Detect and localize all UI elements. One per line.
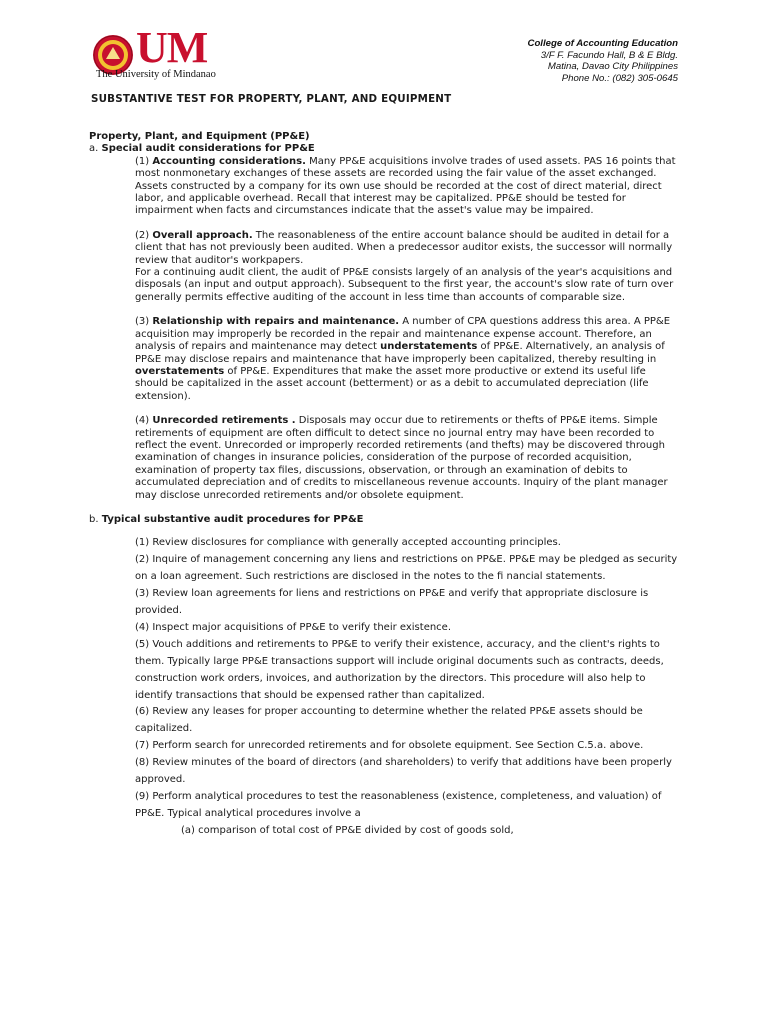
list-item: (9) Perform analytical procedures to test the reasonableness (existence, completeness, and valuation) of PP&E. Typical analytical procedures involve a [135,790,662,819]
section-a-heading: a. Special audit considerations for PP&E [89,143,315,155]
list-item: (2) Inquire of management concerning any liens and restrictions on PP&E. PP&E may be pledged as security on a loan agreement. Such restrictions are disclosed in the notes to the fi nancial statements. [135,554,678,583]
university-name: The University of Mindanao [96,69,216,80]
address-line-2: Matina, Davao City Philippines [547,61,678,72]
list-item: (5) Vouch additions and retirements to PP&E to verify their existence, accuracy, and the client's rights to them. Typically large PP&E transactions support will include original documents such as contracts, deeds, construction work orders, invoices, and authorization by the directors. This procedure will also help to identify transactions that should be expensed rather than capitalized. [135,638,664,701]
list-item: (1) Review disclosures for compliance with generally accepted accounting principles. [135,537,561,549]
college-address-block [528,38,678,84]
address-line-1: 3/F F. Facundo Hall, B & E Bldg. [540,49,678,61]
paragraph-repairs-maintenance: (3) Relationship with repairs and maintenance. A number of CPA questions address this area. A PP&E acquisition may improperly be recorded in the repair and maintenance expense account. Therefore, an analysis of repairs and maintenance may detect understatements of PP&E. Alternatively, an analysis of PP&E may disclose repairs and maintenance that have improperly been capitalized, thereby resulting in overstatements of PP&E. Expenditures that make the asset more productive or extend its useful life should be capitalized in the asset account (betterment) or as a debit to accumulated depreciation (life extension). [135,316,671,402]
list-item: (4) Inspect major acquisitions of PP&E to verify their existence. [135,621,452,633]
list-item: (7) Perform search for unrecorded retirements and for obsolete equipment. See Section C.5.a. above. [135,740,644,752]
procedure-list [89,535,681,839]
paragraph-overall-approach-continued: For a continuing audit client, the audit of PP&E consists largely of an analysis of the year's acquisitions and disposals (an input and output approach). Subsequent to the first year, the account's slow rate of turn over generally permits effective auditing of the account in less time than accounts of comparable size. [135,267,674,303]
section-title: Property, Plant, and Equipment (PP&E) [89,131,310,142]
college-name: College of Accounting Education [527,38,678,49]
section-b-heading: b. Typical substantive audit procedures for PP&E [89,513,364,525]
paragraph-accounting-considerations: (1) Accounting considerations. Many PP&E acquisitions involve trades of used assets. PAS 16 points that most nonmonetary exchanges of these assets are recorded using the fair value of the asset exchanged. Assets constructed by a company for its own use should be recorded at the cost of direct material, direct labor, and applicable overhead. Recall that interest may be capitalized. PP&E should be tested for impairment when facts and circumstances indicate that the asset's value may be impaired. [135,155,676,217]
list-item: (6) Review any leases for proper accounting to determine whether the related PP&E assets should be capitalized. [135,706,643,735]
list-item: (3) Review loan agreements for liens and restrictions on PP&E and verify that appropriate disclosure is provided. [135,588,649,616]
list-item: (8) Review minutes of the board of directors (and shareholders) to verify that additions have been properly approved. [135,757,672,786]
document-body [89,131,681,840]
phone-number: Phone No.: (082) 305-0645 [561,72,678,84]
university-logo [92,23,262,80]
document-title: SUBSTANTIVE TEST FOR PROPERTY, PLANT, AND EQUIPMENT [91,93,452,105]
sub-list-item: (a) comparison of total cost of PP&E divided by cost of goods sold, [181,824,514,836]
logo-text: UM [136,23,208,72]
paragraph-unrecorded-retirements: (4) Unrecorded retirements . Disposals may occur due to retirements or thefts of PP&E items. Simple retirements of equipment are often difficult to detect since no journal entry may have been recorded to reflect the event. Unrecorded or improperly recorded retirements (and thefts) may be discovered through examination of changes in insurance policies, consideration of the purpose of recorded acquisition, examination of property tax files, discussions, observation, or through an examination of debits to accumulated depreciation and of credits to miscellaneous revenue accounts. Inquiry of the plant manager may disclose unrecorded retirements and/or obsolete equipment. [135,415,668,501]
paragraph-overall-approach: (2) Overall approach. The reasonableness of the entire account balance should be audited in detail for a client that has not previously been audited. When a predecessor auditor exists, the successor will normally review that auditor's workpapers. [135,229,673,266]
